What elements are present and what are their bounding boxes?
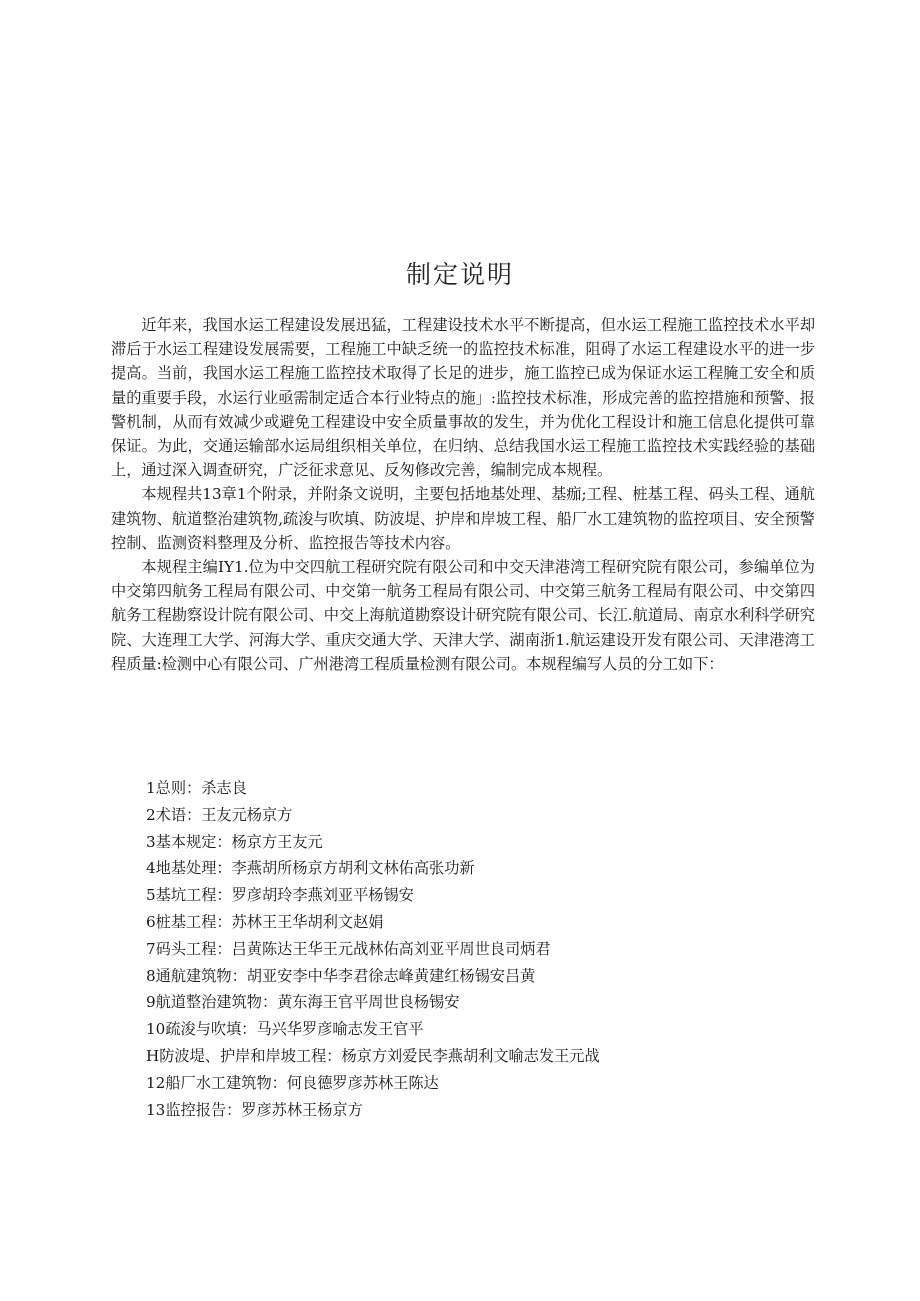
list-item: 9航道整治建筑物：黄东海王官平周世良杨锡安: [146, 993, 460, 1012]
list-item: 6桩基工程：苏林王王华胡利文赵娟: [146, 912, 384, 931]
list-item: H防波堤、护岸和岸坡工程：杨京方刘爱民李燕胡利文喻志发王元战: [146, 1046, 600, 1065]
list-item: 5基坑工程：罗彦胡玲李燕刘亚平杨锡安: [146, 886, 414, 905]
list-item: 13监控报告：罗彦苏林王杨京方: [146, 1100, 363, 1119]
list-item: 2术语：王友元杨京方: [146, 805, 293, 824]
list-item: 12船厂水工建筑物：何良德罗彦苏林王陈达: [146, 1073, 439, 1092]
list-item: 10疏浚与吹填：马兴华罗彦喻志发王官平: [146, 1020, 424, 1039]
list-item: 4地基处理：李燕胡所杨京方胡利文林佑高张功新: [146, 859, 475, 878]
list-item: 1总则：杀志良: [146, 779, 247, 797]
scope-paragraph: 本规程共13章1个附录，并附条文说明，主要包括地基处理、基痂;工程、桩基工程、码头工程、通航建筑物、航道整治建筑物,疏浚与吹填、防波堤、护岸和岸坡工程、船厂水工建筑物的监控项目、安全预警控制、监测资料整理及分析、监控报告等技术内容。: [111, 485, 815, 552]
intro-paragraph: 近年来，我国水运工程建设发展迅猛，工程建设技术水平不断提高，但水运工程施工监控技术水平却滞后于水运工程建设发展需要，工程施工中缺乏统一的监控技术标准，阻碍了水运工程建设水平的进一步提高。当前，我国水运工程施工监控技术取得了长足的进步，施工监控已成为保证水运工程腌工安全和质量的重要手段，水运行业亟需制定适合本行业特点的施」:监控技术标准，形成完善的监控措施和预警、报警机制，从而有效减少或避免工程建设中安全质量事故的发生，并为优化工程设计和施工信息化提供可靠保证。为此，交通运输部水运局组织相关单位，在归纳、总结我国水运工程施工监控技术实践经验的基础上，通过深入调查研究，广泛征求意见、反匆修改完善，编制完成本规程。: [111, 316, 815, 480]
list-item: 3基本规定：杨京方王友元: [146, 832, 323, 851]
list-item: 7码头工程：吕黄陈达王华王元战林佑高刘亚平周世良司炳君: [146, 939, 551, 958]
staff-list: [146, 775, 826, 1123]
list-item: 8通航建筑物：胡亚安李中华李君徐志峰黄建红杨锡安吕黄: [146, 966, 536, 985]
body-text: [111, 313, 815, 676]
page-title: 制定说明: [405, 260, 514, 289]
units-paragraph: 本规程主编IY1.位为中交四航工程研究院有限公司和中交天津港湾工程研究院有限公司，参编单位为中交第四航务工程局有限公司、中交第一航务工程局有限公司、中交第三航务工程局有限公司、中交第四航务工程勘察设计院有限公司、中交上海航道勘察设计研究院有限公司、长江.航道局、南京水利科学研究院、大连理工大学、河海大学、重庆交通大学、天津大学、湖南浙1.航运建设开发有限公司、天津港湾工程质量:检测中心有限公司、广州港湾工程质量检测有限公司。本规程编写人员的分工如下：: [111, 558, 815, 673]
